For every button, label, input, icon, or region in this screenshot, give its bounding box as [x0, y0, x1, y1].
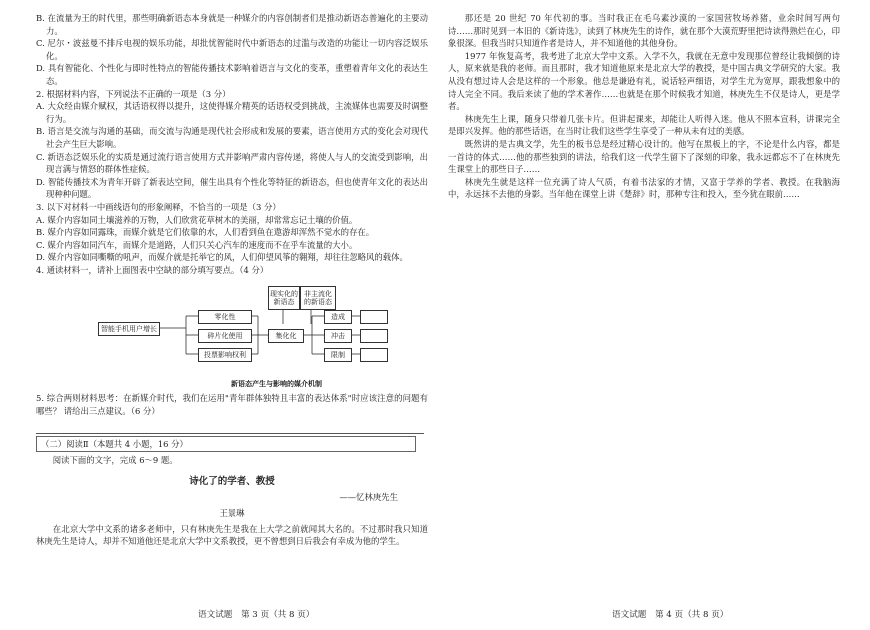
node-effect-3: 限制 [324, 348, 352, 362]
q2-option-b: B. 语言是交流与沟通的基础，而交流与沟通是现代社会形成和发展的要素，语言使用方式的变化会对现代社会产生巨大影响。 [36, 126, 428, 149]
node-blank-1[interactable] [360, 310, 388, 324]
left-column [36, 12, 428, 548]
article-opening: 在北京大学中文系的诸多老师中，只有林庚先生是我在上大学之前就闻其大名的。不过那时我只知道林庚先生是诗人，却并不知道他还是北京大学中文系教授，更不曾想到日后我会有幸成为他的学生。 [36, 523, 428, 547]
node-branch-3: 投票影响权利 [198, 348, 252, 362]
node-branch-2: 碎片化使用 [198, 329, 252, 343]
q2-option-d: D. 智能传播技术为青年开辟了新表达空间，催生出具有个性化等特征的新语态，但也使青年文化的表达出现种种问题。 [36, 176, 428, 200]
q1-option-d: D. 具有智能化、个性化与即时性特点的智能传播技术影响着语言与文化的变革，重塑着青年文化的表达生态。 [36, 63, 428, 86]
q3-option-d: D. 媒介内容如同嘶嘶的吼声，而媒介就是托举它的风，人们仰望风筝的翱翔，却往往忽略风的载体。 [36, 252, 408, 263]
node-blank-2[interactable] [360, 329, 388, 343]
article-paragraph: 林庚先生就是这样一位充满了诗人气质，有着书法家的才情，又富于学养的学者、教授。在我脑海中，永远抹不去他的身影。当年他在课堂上讲《楚辞》时，那种专注和投入，至今犹在眼前…… [448, 176, 840, 200]
reading-intro: 阅读下面的文字，完成 6～9 题。 [52, 455, 178, 466]
node-start: 智能手机用户增长 [98, 322, 160, 336]
q2-stem: 2. 根据材料内容，下列说法不正确的一项是（3 分） [36, 88, 231, 99]
node-context-2: 非主流化的新语态 [300, 286, 336, 310]
article-title: 诗化了的学者、教授 [189, 475, 275, 487]
right-column [448, 12, 840, 201]
answer-line[interactable] [36, 421, 424, 434]
node-context-1: 现实化的新语态 [268, 286, 300, 310]
q1-option-c: C. 尼尔・波兹曼不排斥电视的娱乐功能，却批忧智能时代中新语态的过滥与改造的功能让一切内容泛娱乐化。 [36, 38, 428, 61]
node-effect-2: 冲击 [324, 329, 352, 343]
node-effect-1: 造成 [324, 310, 352, 324]
q3-option-c: C. 媒介内容如同汽车，而媒介是道路，人们只关心汽车的速度而不在乎车流量的大小。 [36, 239, 358, 250]
q2-option-a: A. 大众经由媒介赋权，其话语权得以提升，这使得媒介精英的话语权受到挑战，主流媒体也需要及时调整行为。 [36, 101, 428, 124]
article-paragraph: 那还是 20 世纪 70 年代初的事。当时我正在毛乌素沙漠的一家国营牧场养猪，业余时间写两句诗……那时见到一本旧的《新诗选》，读到了林庚先生的诗作，就在那个大漠荒野里把诗读得熟烂在心，印象很深。但我当时只知道作者是诗人，并不知道他的其他身份。 [448, 13, 840, 49]
article-paragraph: 林庚先生上课，随身只带着几张卡片。但讲起课来，却能让人听得入迷。他从不照本宣科，讲课完全是即兴发挥。他的那些话语，在当时让我们这些学生享受了一种从未有过的美感。 [448, 113, 840, 137]
q5-stem: 5. 综合两则材料思考：在新媒介时代，我们在运用"青年群体独特且丰富的表达体系"时应该注意的问题有哪些？ 请给出三点建议。（6 分） [36, 393, 428, 417]
media-mechanism-diagram [98, 280, 398, 388]
page-footer-right: 语文试题 第 4 页（共 8 页） [612, 610, 729, 620]
article-subtitle: ——忆林庚先生 [339, 492, 398, 503]
q3-option-a: A. 媒介内容如同土壤滋养的万物，人们欣赏花草树木的美丽，却常常忘记土壤的价值。 [36, 214, 358, 225]
page-footer-left: 语文试题 第 3 页（共 8 页） [198, 610, 315, 620]
article-paragraph: 1977 年恢复高考，我考进了北京大学中文系。入学不久，我就在无意中发现那位曾经让我倾倒的诗人，原来就是我的老师。而且那时，我才知道他原来是北京大学的教授，是中国古典文学研究的大家。我从没有想过诗人会是这样的一个形象。他总是谦逊有礼，说话轻声细语，对学生尤为宽厚，跟我想象中的诗人完全不同。我后来读了他的学术著作……也就是在那个时候我才知道，林庚先生不仅是诗人，更是学者。 [448, 50, 840, 112]
diagram-caption: 新语态产生与影响的媒介机制 [231, 379, 322, 389]
reading-section-box: （二）阅读Ⅱ（本题共 4 小题，16 分） [36, 436, 416, 453]
node-branch-1: 零化性 [198, 310, 252, 324]
q1-option-b: B. 在流量为王的时代里，那些明确新语态本身就是一种媒介的内容创制者们是推动新语态普遍化的主要动力。 [36, 13, 428, 36]
q3-option-b: B. 媒介内容如同露珠，而媒介就是它们依靠的水，人们看到鱼在遨游却浑然不觉水的存在。 [36, 227, 375, 238]
q4-stem: 4. 通读材料一，请补上面图表中空缺的部分填写要点。（4 分） [36, 264, 269, 275]
article-author: 王景琳 [219, 508, 245, 519]
node-blank-3[interactable] [360, 348, 388, 362]
q2-option-c: C. 新语态泛娱乐化的实质是通过流行语言使用方式并影响严肃内容传递，将使人与人的交流受到影响，出现言满与情怒的群体性症候。 [36, 151, 428, 175]
article-paragraph: 既然讲的是古典文学，先生的板书总是经过精心设计的。他写在黑板上的字，不论是什么内容，都是一首诗的体式……他的那些独到的讲法，给我们这一代学生留下了深刻的印象，我永远都忘不了在林庚先生课堂上的那些日子…… [448, 138, 840, 175]
q3-stem: 3. 以下对材料一中画线语句的形象阐释，不恰当的一项是（3 分） [36, 201, 281, 212]
node-center: 集化化 [268, 329, 304, 343]
